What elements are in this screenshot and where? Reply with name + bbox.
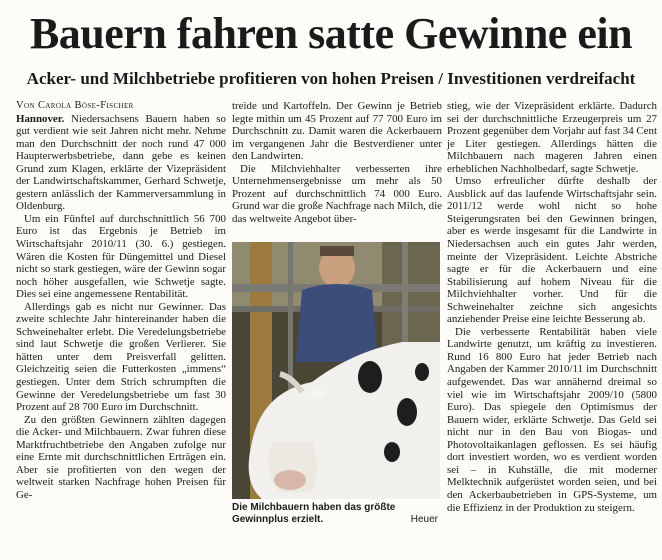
farmer-cow-photo bbox=[232, 242, 440, 499]
byline-prefix: Von bbox=[16, 100, 35, 111]
article-column-2 bbox=[232, 100, 442, 225]
article-column-1 bbox=[16, 100, 226, 502]
photo-caption bbox=[232, 502, 440, 526]
headline: Bauern fahren satte Gewinne ein bbox=[29, 9, 633, 58]
paragraph bbox=[16, 113, 226, 213]
paragraph: Allerdings gab es nicht nur Gewinner. Das zweite schlechte Jahr hintereinander haben die Schweinehalter erlebt. Die Veredelungsbetriebe sind laut Schwetje die großen Verlierer. Sie hätten unter dem Preisverfall gelitten. Gleichzeitig seien die Futterkosten „immens“ gestiegen. Unter dem Strich schrumpften die Gewinne der Veredelungsbetriebe um fast 30 Prozent auf 28 700 Euro im Durchschnitt. bbox=[16, 300, 226, 414]
article-column-3 bbox=[447, 100, 657, 514]
subheadline: Acker- und Milchbetriebe profitieren von hohen Preisen / Investitionen verdreifacht bbox=[26, 69, 636, 88]
paragraph: treide und Kartoffeln. Der Gewinn je Betrieb legte mithin um 45 Prozent auf 77 700 Euro im Durchschnitt zu. Damit waren die Ackerbauern im vergangenen Jahr die Bestverdiener unter den Landwirten. bbox=[232, 100, 442, 163]
dateline: Hannover. bbox=[16, 112, 65, 125]
caption-text: Die Milchbauern haben das größte Gewinnplus erzielt. bbox=[232, 502, 396, 525]
byline bbox=[16, 100, 226, 113]
paragraph: Die verbesserte Rentabilität haben viele Landwirte genutzt, um kräftig zu investieren. Rund 16 800 Euro hat jeder Betrieb nach Angaben der Kammer 2010/11 im Durchschnitt aufgewendet. Das war annähernd dreimal so viel wie im Wirtschaftsjahr 2009/10 (5800 Euro). Das spiegele den Optimismus der Bauern wider, erklärte Schwetje. Das Geld sei nicht nur in den Bau von Biogas- und Photovoltaikanlagen geflossen. Es sei häufig dort investiert worden, wo es verdient worden sei – in Kuhställe, die mit moderner Melktechnik aufgerüstet worden seien, und bei den Ackerbaubetrieben in GPS-Systeme, um die Effizienz in der Produktion zu steigern. bbox=[447, 325, 657, 514]
article-photo bbox=[232, 242, 440, 499]
paragraph: Die Milchviehhalter verbesserten ihre Unternehmensergebnisse um mehr als 50 Prozent auf durchschnittlich 74 000 Euro. Grund war die große Nachfrage nach Milch, die das weltweite Angebot über- bbox=[232, 162, 442, 225]
paragraph: stieg, wie der Vizepräsident erklärte. Dadurch sei der durchschnittliche Erzeugerpreis um 27 Prozent gegenüber dem Vorjahr auf fast 34 Cent je Liter gestiegen. Allerdings hätten die Milchbauern nach mageren Jahren einen erheblichen Nachholbedarf, sagte Schwetje. bbox=[447, 100, 657, 175]
photo-credit: Heuer bbox=[410, 514, 438, 525]
byline-author: Carola Böse-Fischer bbox=[37, 100, 134, 111]
paragraph: Umso erfreulicher dürfte deshalb der Ausblick auf das laufende Wirtschaftsjahr sein. 2011/12 werde wohl nicht so hohe Steigerungsraten bei den Gewinnen bringen, aber es werde insgesamt für die Landwirte in Niedersachsen auch ein gutes Jahr werden, meinte der Vizepräsident. Leichte Abstriche sagte er für die Ackerbauern und eine Stabilisierung auf hohem Niveau für die Milchviehhalter vorher. Und für die Schweinehalter zeichne sich angesichts anziehender Preise eine leichte Besserung ab. bbox=[447, 175, 657, 326]
paragraph: Um ein Fünftel auf durchschnittlich 56 700 Euro ist das Ergebnis je Betrieb im Wirtschaftsjahr 2010/11 (30. 6.) gestiegen. Wären die Kosten für Düngemittel und Diesel nicht so stark gestiegen, wäre der Gewinn sogar noch höher ausgefallen, wie Schwetje sagte. Dies sei eine angemessene Rentabilität. bbox=[16, 212, 226, 301]
paragraph: Zu den größten Gewinnern zählten dagegen die Acker- und Milchbauern. Zwar fuhren diese Marktfruchtbetriebe den Angaben zufolge nur eine Ernte mit durchschnittlichen Erträgen ein. Aber sie profitierten von den wegen der weltweit starken Nachfrage hohen Preisen für Ge- bbox=[16, 413, 226, 501]
paragraph-text: Niedersachsens Bauern haben so gut verdient wie seit Jahren nicht mehr. Nehme man den Durchschnitt der noch rund 47 000 Haupterwerbsbetriebe, dann gebe es keinen Grund zum Klagen, erklärte der Vizepräsident der Landwirtschaftskammer, Gerhard Schwetje, gestern anlässlich der Kammerversammlung in Oldenburg. bbox=[16, 112, 226, 213]
